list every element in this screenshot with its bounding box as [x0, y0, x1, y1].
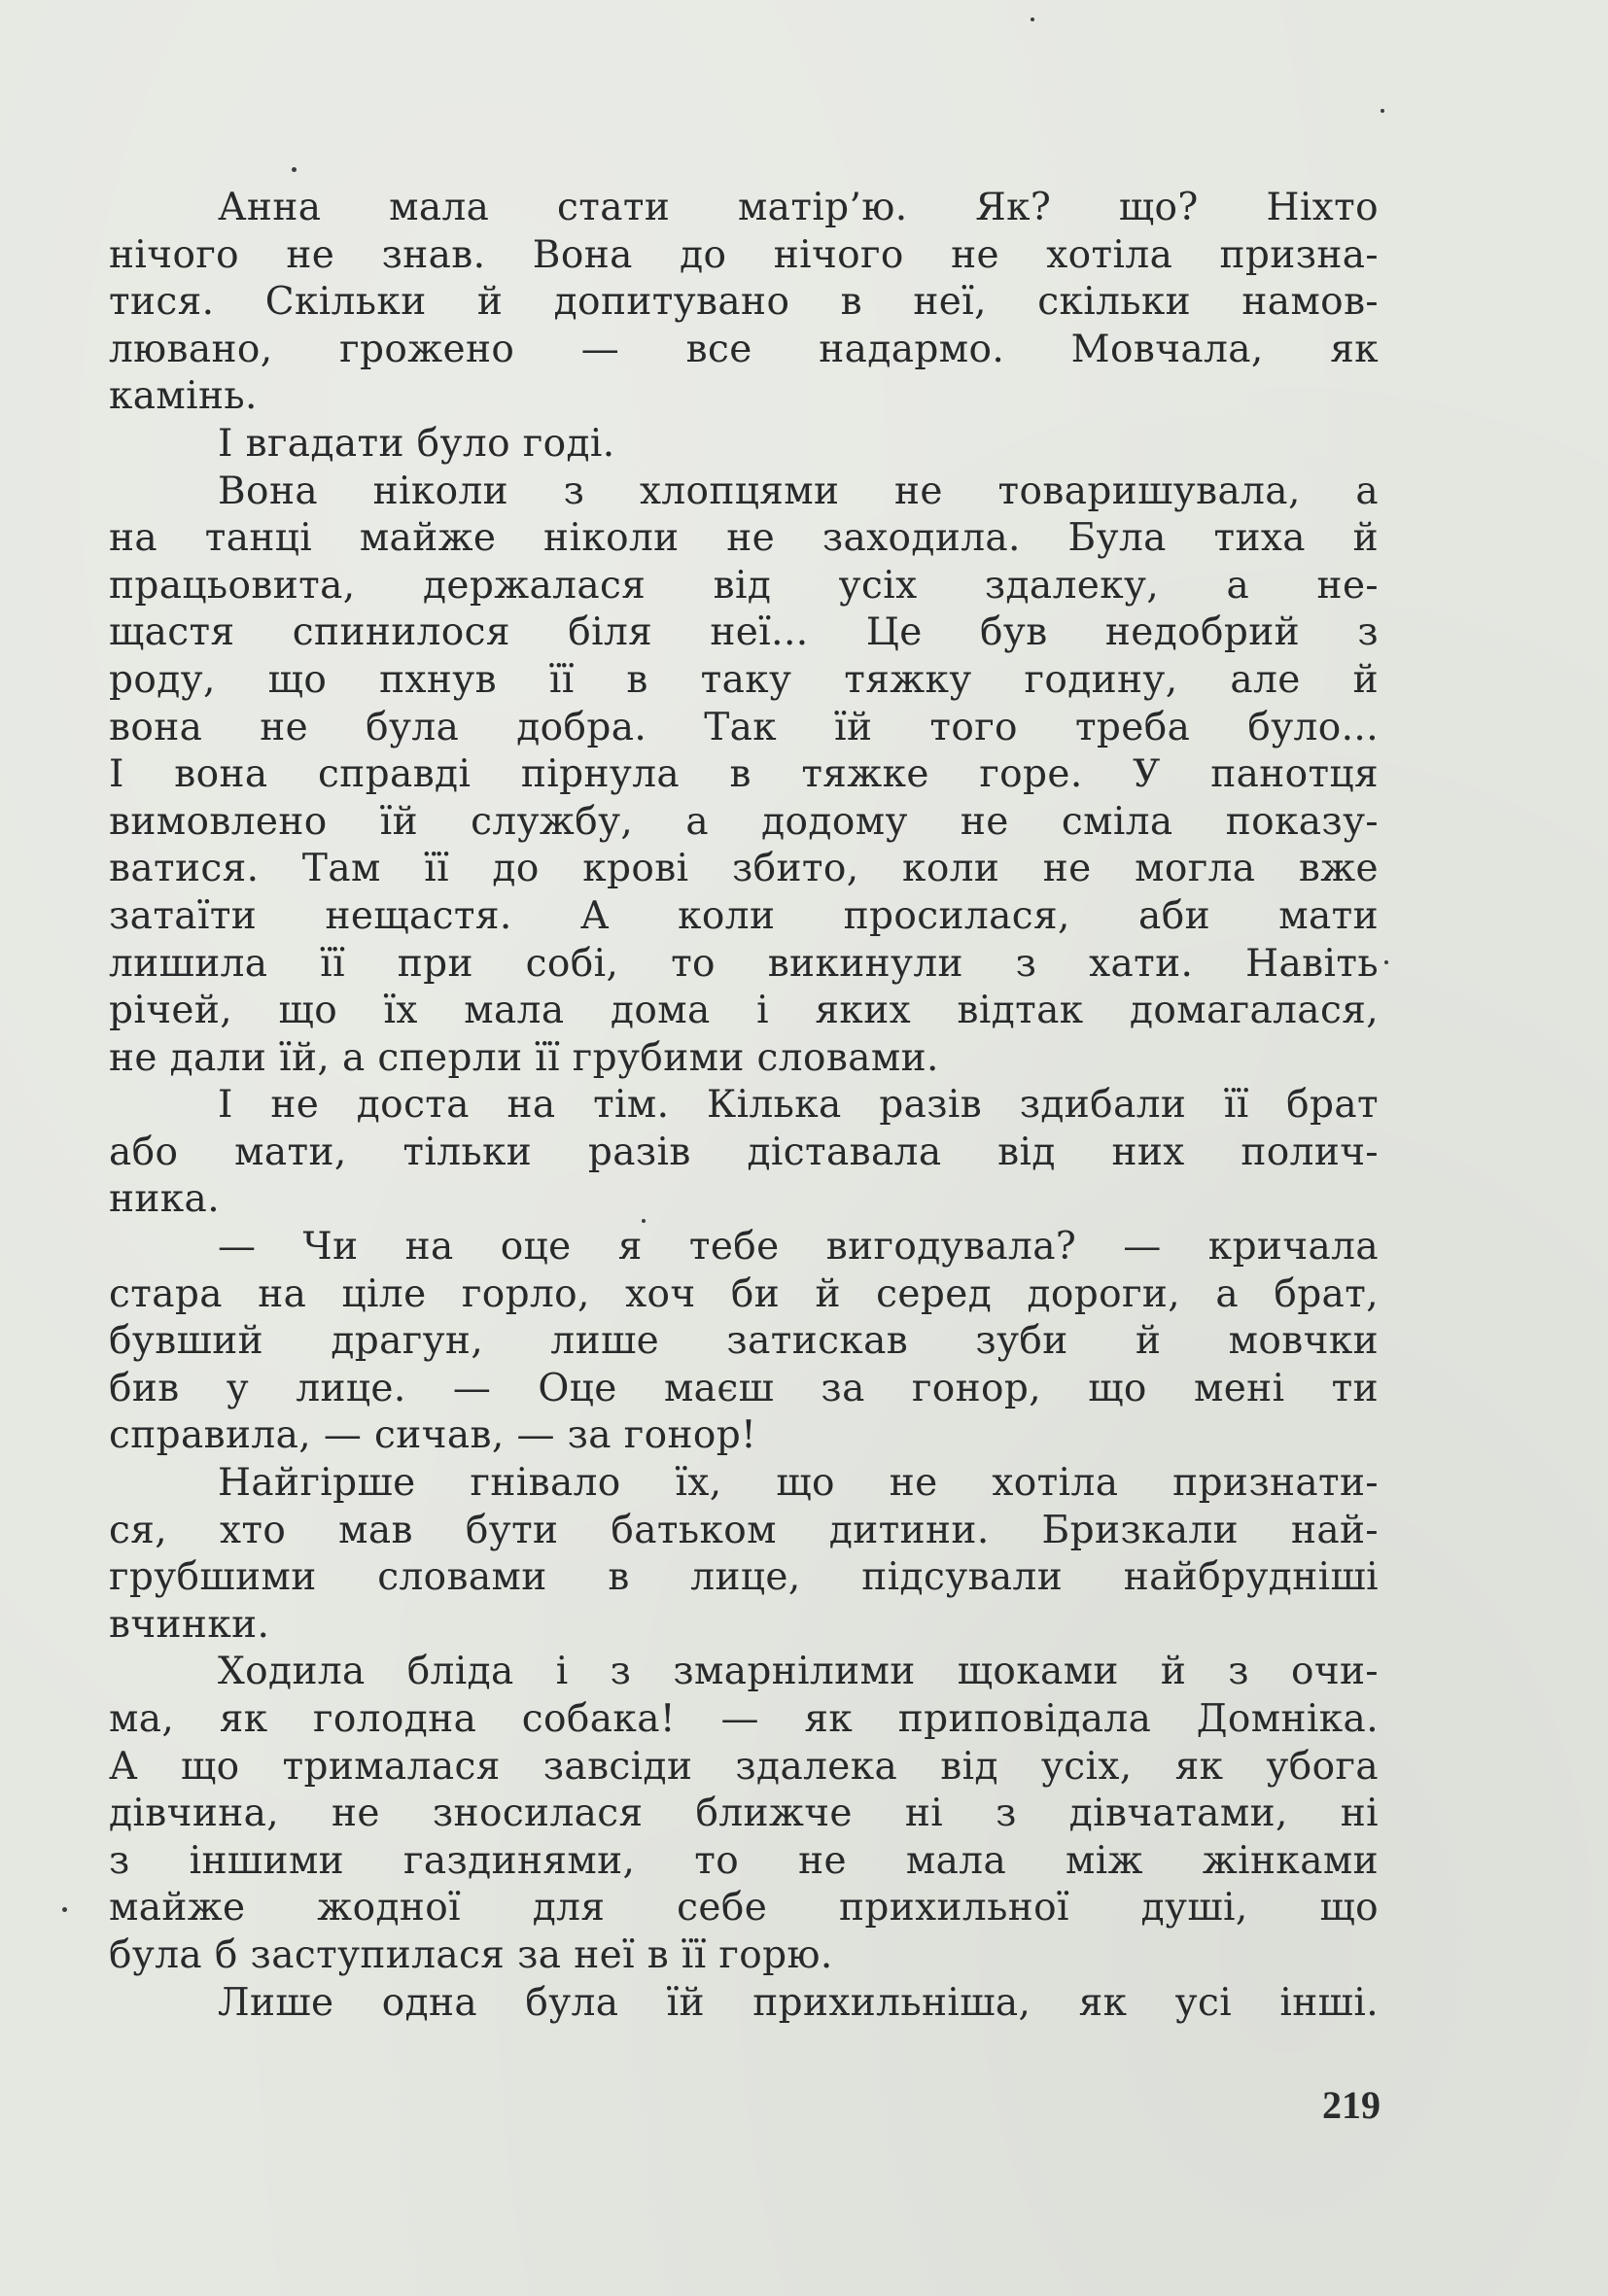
text-line-1: Анна мала стати матір’ю. Як? що? Ніхто: [218, 186, 1379, 229]
ink-speck: [1381, 109, 1384, 113]
text-line-27: справила, — сичав, — за гонор!: [109, 1413, 757, 1458]
text-line-4: люванo, грожено — все надармо. Мовчала, як: [109, 327, 1379, 371]
text-line-12: вона не була добра. Так їй того треба було...: [109, 705, 1379, 749]
text-line-17: лишила її при собі, то викинули з хати. Навіть: [109, 941, 1379, 986]
text-line-24: стара на ціле горло, хоч би й серед дороги, а брат,: [109, 1271, 1379, 1316]
text-line-32: Ходила бліда і з змарнілими щоками й з очи-: [218, 1650, 1379, 1694]
text-line-2: нічого не знав. Вона до нічого не хотіла призна-: [109, 232, 1379, 277]
text-line-8: на танці майже ніколи не заходила. Була тиха й: [109, 516, 1379, 561]
ink-speck: [292, 167, 297, 172]
text-line-19: не дали їй, а сперли її грубими словами.: [109, 1035, 939, 1080]
text-line-9: працьовита, держалася від усіх здалеку, а не-: [109, 563, 1379, 608]
text-line-20: І не доста на тім. Кілька разів здибали її брат: [218, 1083, 1379, 1128]
body-text: [109, 185, 1379, 2027]
text-line-26: бив у лице. — Оце маєш за гонор, що мені ти: [109, 1366, 1379, 1410]
ink-speck: [62, 1907, 67, 1912]
text-line-38: була б заступилася за неї в її горю.: [109, 1932, 833, 1977]
text-line-37: майже жодної для себе прихильної душі, що: [109, 1886, 1379, 1931]
text-line-6: І вгадати було годі.: [218, 421, 615, 466]
text-line-31: вчинки.: [109, 1602, 270, 1647]
text-line-16: затаїти нещастя. А коли просилася, аби мати: [109, 893, 1379, 938]
text-line-10: щастя спинилося біля неї... Це був недобрий з: [109, 610, 1379, 655]
text-line-21: або мати, тільки разів діставала від них полич-: [109, 1130, 1379, 1174]
ink-speck: [1384, 960, 1388, 964]
text-line-5: камінь.: [109, 374, 258, 419]
text-line-36: з іншими газдинями, то не мала між жінками: [109, 1838, 1379, 1883]
text-line-29: ся, хто мав бути батьком дитини. Бризкали най-: [109, 1508, 1379, 1552]
text-line-22: ника.: [109, 1177, 221, 1222]
text-line-25: бувший драгун, лише затискав зуби й мовчки: [109, 1319, 1379, 1364]
page-number: 219: [1322, 2083, 1381, 2127]
text-line-35: дівчина, не зносилася ближче ні з дівчатами, ні: [109, 1792, 1379, 1836]
text-line-34: А що трималася завсіди здалека від усіх, як убога: [109, 1744, 1379, 1789]
text-line-15: ватися. Там її до крові збито, коли не могла вже: [109, 847, 1379, 891]
text-line-30: грубшими словами в лице, підсували найбрудніші: [109, 1555, 1379, 1600]
text-line-3: тися. Скільки й допитувано в неї, скільки намов-: [109, 280, 1379, 325]
ink-speck: [1031, 17, 1034, 21]
text-line-11: роду, що пхнув її в таку тяжку годину, але й: [109, 657, 1379, 702]
text-line-14: вимовлено їй службу, а додому не сміла показу-: [109, 799, 1379, 844]
text-line-13: І вона справді пірнула в тяжке горе. У панотця: [109, 752, 1379, 797]
text-line-33: ма, як голодна собака! — як приповідала Домніка.: [109, 1697, 1379, 1741]
text-line-39: Лише одна була їй прихильніша, як усі інші.: [218, 1980, 1379, 2025]
text-line-18: річей, що їх мала дома і яких відтак домагалася,: [109, 989, 1379, 1033]
text-line-23: — Чи на оце я тебе вигодувала? — кричала: [218, 1225, 1379, 1270]
text-line-28: Найгірше гнівало їх, що не хотіла признати-: [218, 1461, 1379, 1506]
text-line-7: Вона ніколи з хлопцями не товаришувала, а: [218, 469, 1379, 513]
